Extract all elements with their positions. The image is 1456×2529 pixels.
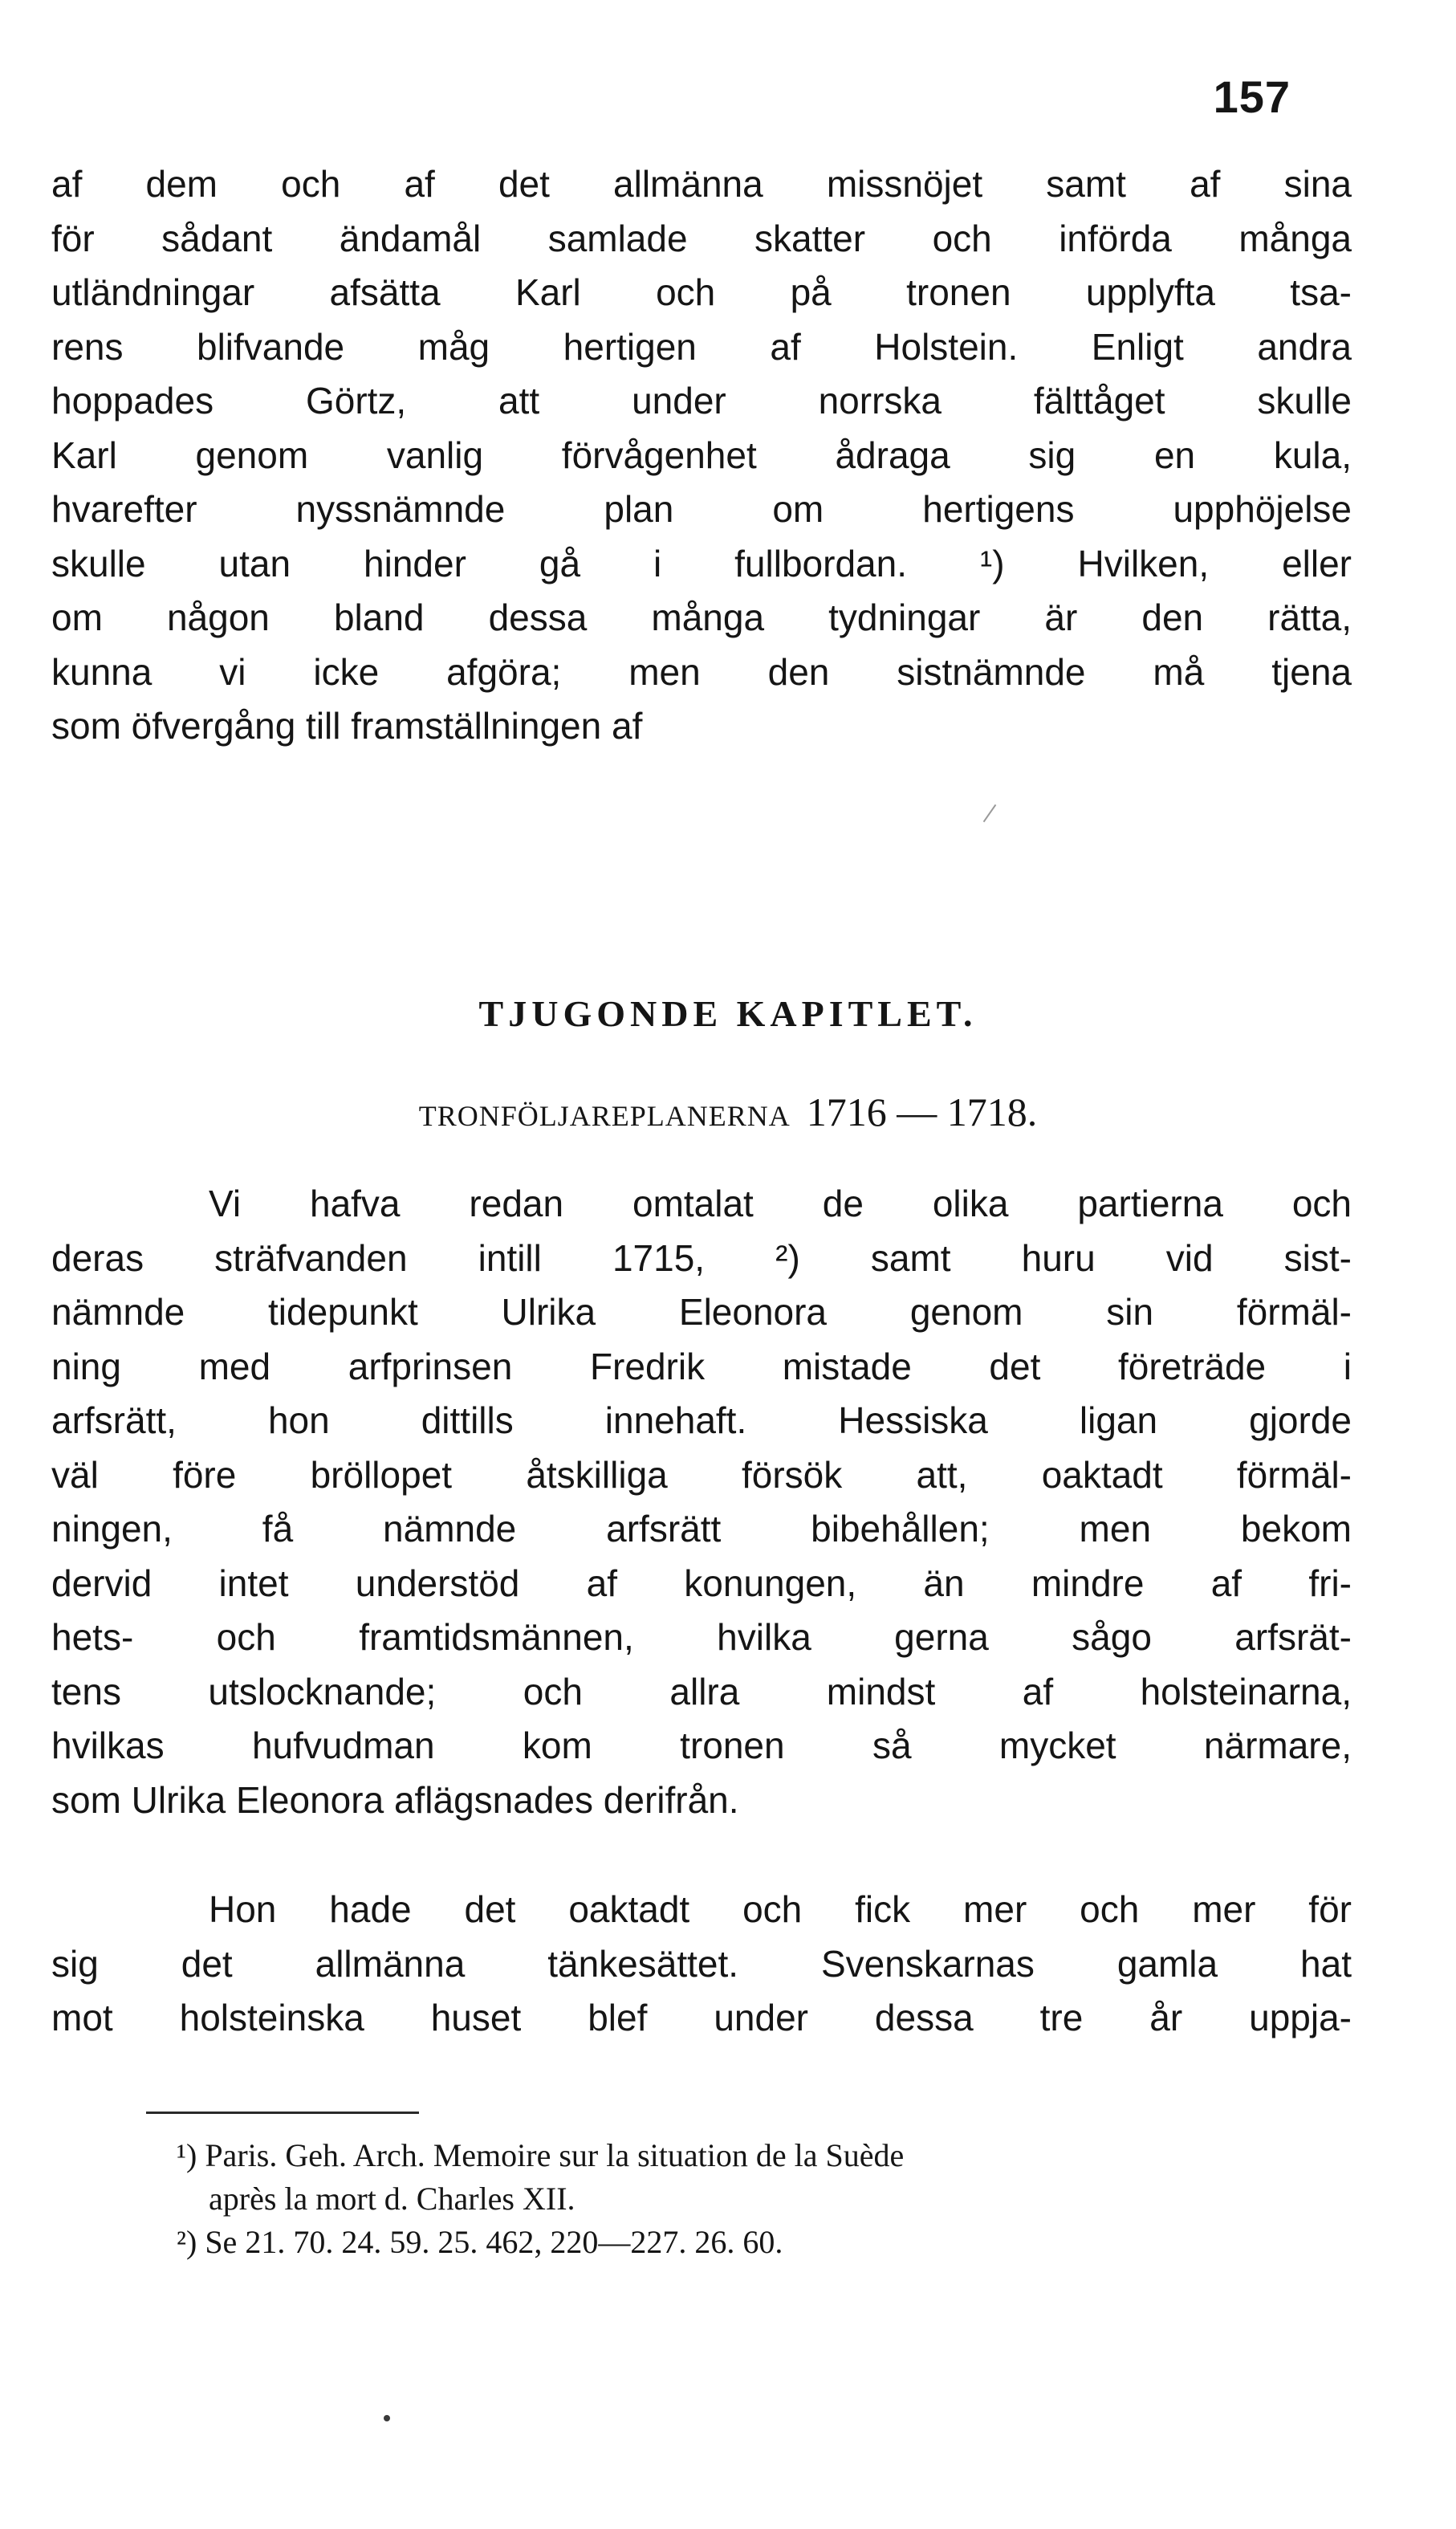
text-line: Vi hafva redan omtalat de olika partierna och bbox=[209, 1183, 1352, 1224]
footnote-text: Paris. Geh. Arch. Memoire sur la situation de la Suède bbox=[205, 2137, 905, 2173]
text-line: för sådant ändamål samlade skatter och införda många bbox=[51, 217, 1352, 259]
text-line: hvilkas hufvudman kom tronen så mycket närmare, bbox=[51, 1725, 1352, 1766]
footnote-text: Se 21. 70. 24. 59. 25. 462, 220—227. 26. 60. bbox=[205, 2224, 783, 2260]
text-line: hoppades Görtz, att under norrska fälttåget skulle bbox=[51, 380, 1352, 422]
stray-ink-mark bbox=[983, 804, 997, 822]
footnotes bbox=[177, 2134, 1364, 2264]
text-line: kunna vi icke afgöra; men den sistnämnde må tjena bbox=[51, 650, 1352, 693]
main-paragraph bbox=[51, 1883, 1352, 2046]
main-paragraph bbox=[51, 1177, 1352, 1827]
chapter-years: 1716 — 1718. bbox=[806, 1089, 1038, 1134]
text-line: ning med arfprinsen Fredrik mistade det företräde i bbox=[51, 1345, 1352, 1387]
footnote-1 bbox=[177, 2134, 1364, 2177]
text-line: nämnde tidepunkt Ulrika Eleonora genom sin förmäl- bbox=[51, 1291, 1352, 1333]
text-line: hets- och framtidsmännen, hvilka gerna sågo arfsrät- bbox=[51, 1616, 1352, 1658]
text-line: hvarefter nyssnämnde plan om hertigens upphöjelse bbox=[51, 488, 1352, 530]
text-line: tens utslocknande; och allra mindst af holsteinarna, bbox=[51, 1670, 1352, 1712]
chapter-heading: TJUGONDE KAPITLET. bbox=[478, 993, 978, 1034]
page-number: 157 bbox=[1213, 71, 1291, 122]
text-line: dervid intet understöd af konungen, än mindre af fri- bbox=[51, 1562, 1352, 1604]
text-line: som Ulrika Eleonora aflägsnades derifrån. bbox=[51, 1778, 739, 1821]
text-line: som öfvergång till framställningen af bbox=[51, 705, 643, 747]
footnote-2 bbox=[177, 2221, 1364, 2264]
text-line: om någon bland dessa många tydningar är den rätta, bbox=[51, 597, 1352, 638]
chapter-subheading bbox=[0, 1089, 1456, 1135]
text-line: Hon hade det oaktadt och fick mer och mer för bbox=[209, 1888, 1352, 1930]
text-line: deras sträfvanden intill 1715, ²) samt huru vid sist- bbox=[51, 1236, 1352, 1279]
text-line: väl före bröllopet åtskilliga försök att, oaktadt förmäl- bbox=[51, 1453, 1352, 1496]
text-line: sig det allmänna tänkesättet. Svenskarnas gamla hat bbox=[51, 1942, 1352, 1985]
chapter-subtitle: TRONFÖLJAREPLANERNA bbox=[418, 1100, 791, 1132]
footnote-divider bbox=[146, 2112, 419, 2114]
footnote-1-continuation: après la mort d. Charles XII. bbox=[209, 2181, 575, 2217]
text-line: ningen, få nämnde arfsrätt bibehållen; men bekom bbox=[51, 1508, 1352, 1550]
text-line: skulle utan hinder gå i fullbordan. ¹) Hvilken, eller bbox=[51, 542, 1352, 584]
text-line: utländningar afsätta Karl och på tronen upplyfta tsa- bbox=[51, 271, 1352, 313]
text-line: rens blifvande måg hertigen af Holstein. Enligt andra bbox=[51, 325, 1352, 368]
text-line: arfsrätt, hon dittills innehaft. Hessiska ligan gjorde bbox=[51, 1399, 1352, 1441]
footnote-marker: ¹) bbox=[177, 2137, 197, 2173]
text-line: af dem och af det allmänna missnöjet samt af sina bbox=[51, 163, 1352, 205]
ink-speck bbox=[384, 2415, 390, 2421]
text-line: mot holsteinska huset blef under dessa tre år uppja- bbox=[51, 1997, 1352, 2038]
text-line: Karl genom vanlig förvågenhet ådraga sig en kula, bbox=[51, 434, 1352, 476]
footnote-marker: ²) bbox=[177, 2224, 197, 2260]
intro-paragraph bbox=[51, 157, 1352, 754]
